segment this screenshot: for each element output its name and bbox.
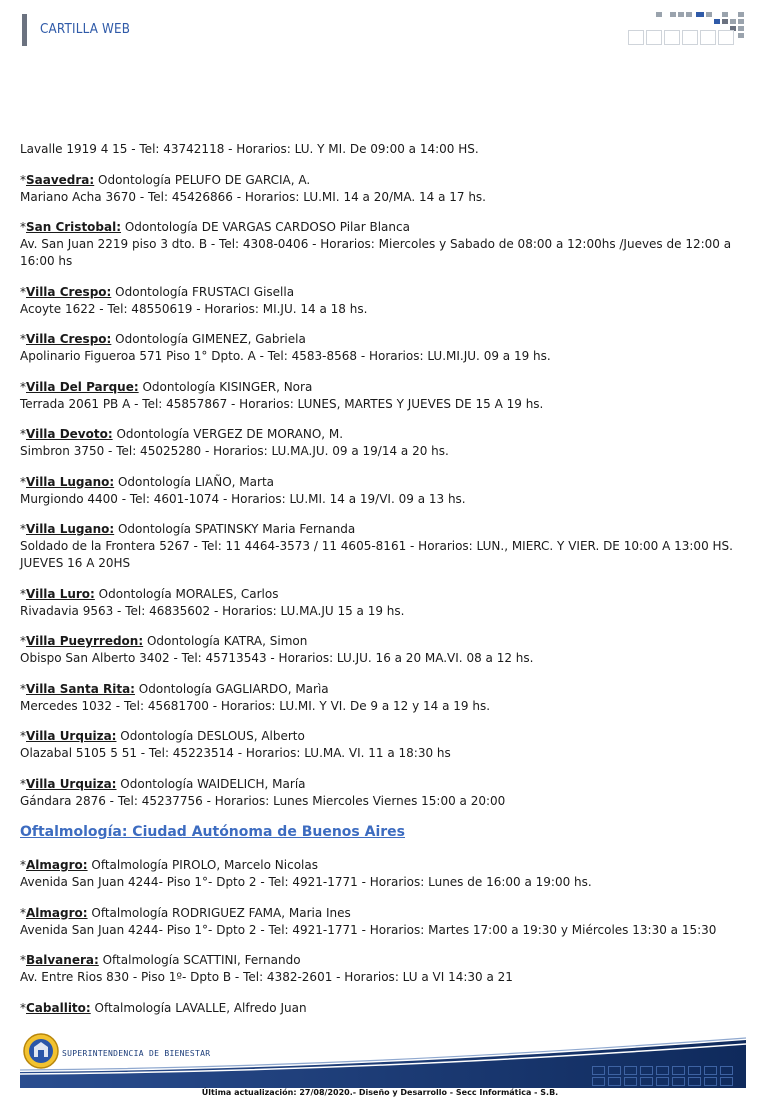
entry-bullet: *: [20, 634, 26, 648]
neighborhood-link[interactable]: San Cristobal:: [26, 220, 122, 234]
provider-details: Terrada 2061 PB A - Tel: 45857867 - Horarios: LUNES, MARTES Y JUEVES DE 15 A 19 hs.: [20, 396, 544, 411]
provider-heading: [20, 681, 748, 698]
provider-name: Odontología VERGEZ DE MORANO, M.: [112, 427, 344, 441]
provider-heading: [20, 426, 748, 443]
provider-details: Simbron 3750 - Tel: 45025280 - Horarios: LU.MA.JU. 09 a 19/14 a 20 hs.: [20, 444, 449, 458]
neighborhood-link[interactable]: Villa Luro:: [26, 586, 95, 601]
provider-entry: [20, 219, 748, 270]
entry-bullet: *: [20, 332, 26, 346]
neighborhood-link[interactable]: Villa Lugano:: [26, 522, 115, 536]
provider-entry: [20, 331, 748, 365]
provider-details: Murgiondo 4400 - Tel: 4601-1074 - Horarios: LU.MI. 14 a 19/VI. 09 a 13 hs.: [20, 491, 466, 506]
provider-heading: [20, 586, 748, 603]
entry-bullet: *: [20, 172, 26, 187]
provider-heading: [20, 521, 748, 538]
entry-bullet: *: [20, 729, 26, 743]
footer-update-note: Última actualización: 27/08/2020.- Diseño y Desarrollo - Secc Informática - S.B.: [201, 1088, 559, 1097]
section-title-oftalmologia[interactable]: Oftalmología: Ciudad Autónoma de Buenos Aires: [20, 824, 405, 840]
entry-bullet: *: [20, 858, 26, 872]
provider-entry: [20, 141, 748, 158]
entry-bullet: *: [20, 474, 26, 489]
header-title: CARTILLA WEB: [40, 22, 131, 37]
provider-details: Gándara 2876 - Tel: 45237756 - Horarios: Lunes Miercoles Viernes 15:00 a 20:00: [20, 793, 506, 808]
pixel-grid-decoration: [626, 12, 748, 48]
provider-entry: [20, 586, 748, 620]
provider-entry: [20, 905, 748, 939]
provider-details: Mercedes 1032 - Tel: 45681700 - Horarios: LU.MI. Y VI. De 9 a 12 y 14 a 19 hs.: [20, 698, 491, 713]
provider-name: Oftalmología LAVALLE, Alfredo Juan: [90, 1000, 307, 1015]
provider-name: Odontología FRUSTACI Gisella: [111, 284, 295, 299]
neighborhood-link[interactable]: Caballito:: [26, 1000, 91, 1015]
page-header: [0, 0, 760, 60]
neighborhood-link[interactable]: Almagro:: [26, 858, 88, 872]
neighborhood-link[interactable]: Saavedra:: [26, 172, 95, 187]
provider-list-odontologia: [20, 141, 748, 810]
provider-details: Olazabal 5105 5 51 - Tel: 45223514 - Horarios: LU.MA. VI. 11 a 18:30 hs: [20, 746, 451, 760]
footer-banner: [20, 1030, 746, 1088]
provider-heading: [20, 857, 748, 874]
provider-name: Oftalmología SCATTINI, Fernando: [98, 953, 301, 967]
provider-heading: [20, 1000, 748, 1017]
provider-entry: [20, 379, 748, 413]
provider-details: Avenida San Juan 4244- Piso 1°- Dpto 2 - Tel: 4921-1771 - Horarios: Martes 17:00 a 19:30 y Miércoles 13:30 a 15:30: [20, 922, 717, 937]
provider-details: Avenida San Juan 4244- Piso 1°- Dpto 2 - Tel: 4921-1771 - Horarios: Lunes de 16:00 a 19:00 hs.: [20, 875, 592, 889]
provider-heading: [20, 633, 748, 650]
provider-details: Rivadavia 9563 - Tel: 46835602 - Horarios: LU.MA.JU 15 a 19 hs.: [20, 603, 405, 618]
provider-heading: [20, 952, 748, 969]
provider-entry: [20, 284, 748, 318]
neighborhood-link[interactable]: Villa Santa Rita:: [26, 681, 135, 696]
neighborhood-link[interactable]: Balvanera:: [26, 953, 99, 967]
provider-listing: [20, 141, 748, 1030]
entry-bullet: *: [20, 586, 26, 601]
provider-details: Av. Entre Rios 830 - Piso 1º- Dpto B - Tel: 4382-2601 - Horarios: LU a VI 14:30 a 21: [20, 970, 513, 984]
entry-bullet: *: [20, 427, 26, 441]
neighborhood-link[interactable]: Villa Lugano:: [26, 474, 115, 489]
provider-heading: [20, 172, 748, 189]
provider-entry: [20, 172, 748, 206]
provider-heading: [20, 331, 748, 348]
provider-details: Obispo San Alberto 3402 - Tel: 45713543 - Horarios: LU.JU. 16 a 20 MA.VI. 08 a 12 hs.: [20, 651, 534, 665]
provider-details: Acoyte 1622 - Tel: 48550619 - Horarios: MI.JU. 14 a 18 hs.: [20, 301, 368, 316]
provider-name: Oftalmología PIROLO, Marcelo Nicolas: [87, 858, 318, 872]
entry-bullet: *: [20, 905, 26, 920]
provider-heading: [20, 474, 748, 491]
entry-bullet: *: [20, 379, 26, 394]
provider-entry: [20, 681, 748, 715]
provider-name: Oftalmología RODRIGUEZ FAMA, Maria Ines: [87, 905, 351, 920]
provider-name: Odontología GAGLIARDO, Marìa: [134, 681, 329, 696]
neighborhood-link[interactable]: Villa Devoto:: [26, 427, 113, 441]
provider-details: Soldado de la Frontera 5267 - Tel: 11 4464-3573 / 11 4605-8161 - Horarios: LUN., MIERC. Y VIER. DE 10:00 A 13:00 HS. JUEVES 16 A 20HS: [20, 539, 733, 570]
provider-name: Odontología WAIDELICH, María: [116, 776, 306, 791]
provider-name: Odontología KISINGER, Nora: [138, 379, 313, 394]
emblem-icon: [24, 1034, 58, 1068]
entry-bullet: *: [20, 220, 26, 234]
provider-entry: [20, 474, 748, 508]
provider-entry: [20, 857, 748, 891]
provider-entry: [20, 521, 748, 572]
entry-bullet: *: [20, 776, 26, 791]
provider-details: Apolinario Figueroa 571 Piso 1° Dpto. A - Tel: 4583-8568 - Horarios: LU.MI.JU. 09 a 19 hs.: [20, 349, 551, 363]
provider-heading: [20, 379, 748, 396]
provider-entry: [20, 426, 748, 460]
provider-name: Odontología DE VARGAS CARDOSO Pilar Blanca: [121, 220, 410, 234]
entry-bullet: *: [20, 953, 26, 967]
provider-heading: [20, 776, 748, 793]
provider-name: Odontología DESLOUS, Alberto: [116, 729, 305, 743]
neighborhood-link[interactable]: Villa Pueyrredon:: [26, 634, 144, 648]
provider-name: Odontología LIAÑO, Marta: [114, 474, 275, 489]
provider-name: Odontología MORALES, Carlos: [94, 586, 279, 601]
provider-heading: [20, 219, 748, 236]
entry-bullet: *: [20, 522, 26, 536]
provider-name: Odontología SPATINSKY Maria Fernanda: [114, 522, 356, 536]
provider-details: Lavalle 1919 4 15 - Tel: 43742118 - Horarios: LU. Y MI. De 09:00 a 14:00 HS.: [20, 142, 479, 156]
header-accent-bar: [22, 14, 27, 46]
provider-entry: [20, 633, 748, 667]
provider-entry: [20, 1000, 748, 1017]
footer-organization-name: SUPERINTENDENCIA DE BIENESTAR: [62, 1049, 211, 1058]
provider-list-oftalmologia: [20, 857, 748, 1017]
entry-bullet: *: [20, 284, 26, 299]
neighborhood-link[interactable]: Almagro:: [26, 905, 88, 920]
provider-details: Mariano Acha 3670 - Tel: 45426866 - Horarios: LU.MI. 14 a 20/MA. 14 a 17 hs.: [20, 189, 486, 204]
entry-bullet: *: [20, 1000, 26, 1015]
entry-bullet: *: [20, 681, 26, 696]
neighborhood-link[interactable]: Villa Crespo:: [26, 284, 112, 299]
provider-name: Odontología KATRA, Simon: [143, 634, 308, 648]
provider-heading: [20, 728, 748, 745]
neighborhood-link[interactable]: Villa Crespo:: [26, 332, 112, 346]
provider-name: Odontología GIMENEZ, Gabriela: [111, 332, 306, 346]
provider-name: Odontología PELUFO DE GARCIA, A.: [94, 172, 311, 187]
neighborhood-link[interactable]: Villa Del Parque:: [26, 379, 139, 394]
provider-entry: [20, 728, 748, 762]
provider-entry: [20, 952, 748, 986]
provider-entry: [20, 776, 748, 810]
provider-heading: [20, 905, 748, 922]
provider-details: Av. San Juan 2219 piso 3 dto. B - Tel: 4308-0406 - Horarios: Miercoles y Sabado de 08:00 a 12:00hs /Jueves de 12:00 a 16:00 hs: [20, 237, 732, 268]
neighborhood-link[interactable]: Villa Urquiza:: [26, 729, 117, 743]
provider-heading: [20, 284, 748, 301]
neighborhood-link[interactable]: Villa Urquiza:: [26, 776, 117, 791]
